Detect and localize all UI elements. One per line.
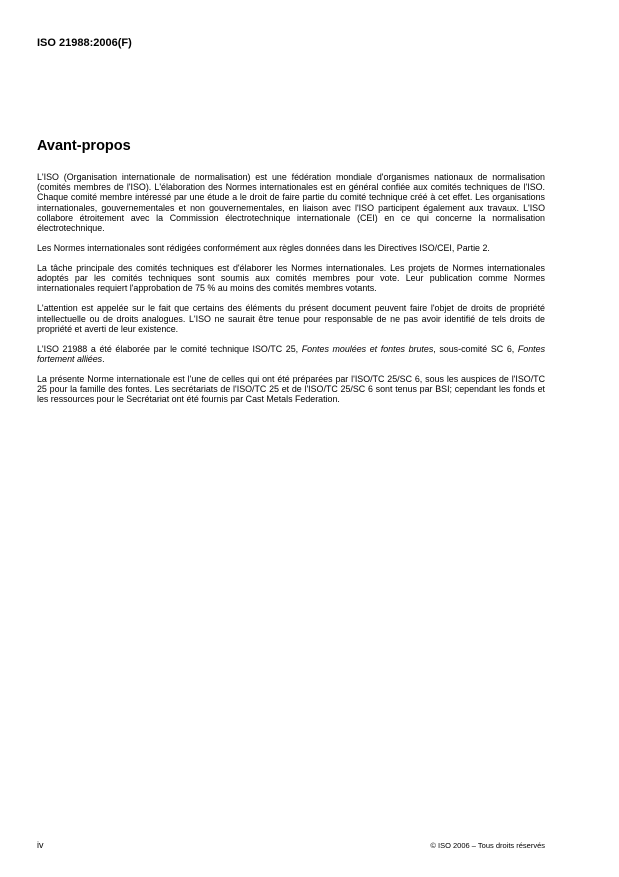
- paragraph-iso-organisation: L'ISO (Organisation internationale de normalisation) est une fédération mondiale d'organismes nationaux de normalisation (comités membres de l'ISO). L'élaboration des Normes internationales est en général confiée aux comités techniques de l'ISO. Chaque comité membre intéressé par une étude a le droit de faire partie du comité technique créé à cet effet. Les organisations internationales, gouvernementales et non gouvernementales, en liaison avec l'ISO participent également aux travaux. L'ISO collabore étroitement avec la Commission électrotechnique internationale (CEI) en ce qui concerne la normalisation électrotechnique.: [37, 172, 545, 234]
- paragraph-technical-committees: La tâche principale des comités techniques est d'élaborer les Normes internationales. Les projets de Normes internationales adoptés par les comités techniques sont soumis aux comités membres pour vote. Leur publication comme Normes internationales requiert l'approbation de 75 % au moins des comités membres votants.: [37, 263, 545, 294]
- committee-text-1: L'ISO 21988 a été élaborée par le comité technique ISO/TC 25,: [37, 343, 302, 354]
- paragraph-patent-rights: L'attention est appelée sur le fait que certains des éléments du présent document peuvent faire l'objet de droits de propriété intellectuelle ou de droits analogues. L'ISO ne saurait être tenue pour responsable de ne pas avoir identifié de tels droits de propriété et averti de leur existence.: [37, 303, 545, 334]
- section-title: Avant-propos: [37, 138, 131, 154]
- document-identifier: ISO 21988:2006(F): [37, 37, 132, 49]
- paragraph-committee-origin: [37, 344, 545, 364]
- committee-text-2: , sous-comité SC 6,: [433, 343, 518, 354]
- subcommittee-title-alloyed-irons: Fontes fortement alliées: [37, 343, 546, 365]
- paragraph-directives: Les Normes internationales sont rédigées conformément aux règles données dans les Directives ISO/CEI, Partie 2.: [37, 243, 490, 254]
- foreword-body: [37, 172, 545, 414]
- copyright-notice: © ISO 2006 – Tous droits réservés: [430, 841, 545, 850]
- committee-text-3: .: [102, 354, 105, 365]
- page-number: iv: [37, 840, 44, 850]
- paragraph-secretariat: La présente Norme internationale est l'une de celles qui ont été préparées par l'ISO/TC 25/SC 6, sous les auspices de l'ISO/TC 25 pour la famille des fontes. Les secrétariats de l'ISO/TC 25 et de l'ISO/TC 25/SC 6 sont tenus par BSI; cependant les fonds et les ressources pour le Secrétariat ont été fournis par Cast Metals Federation.: [37, 374, 545, 405]
- subcommittee-title-cast-irons: Fontes moulées et fontes brutes: [301, 343, 434, 354]
